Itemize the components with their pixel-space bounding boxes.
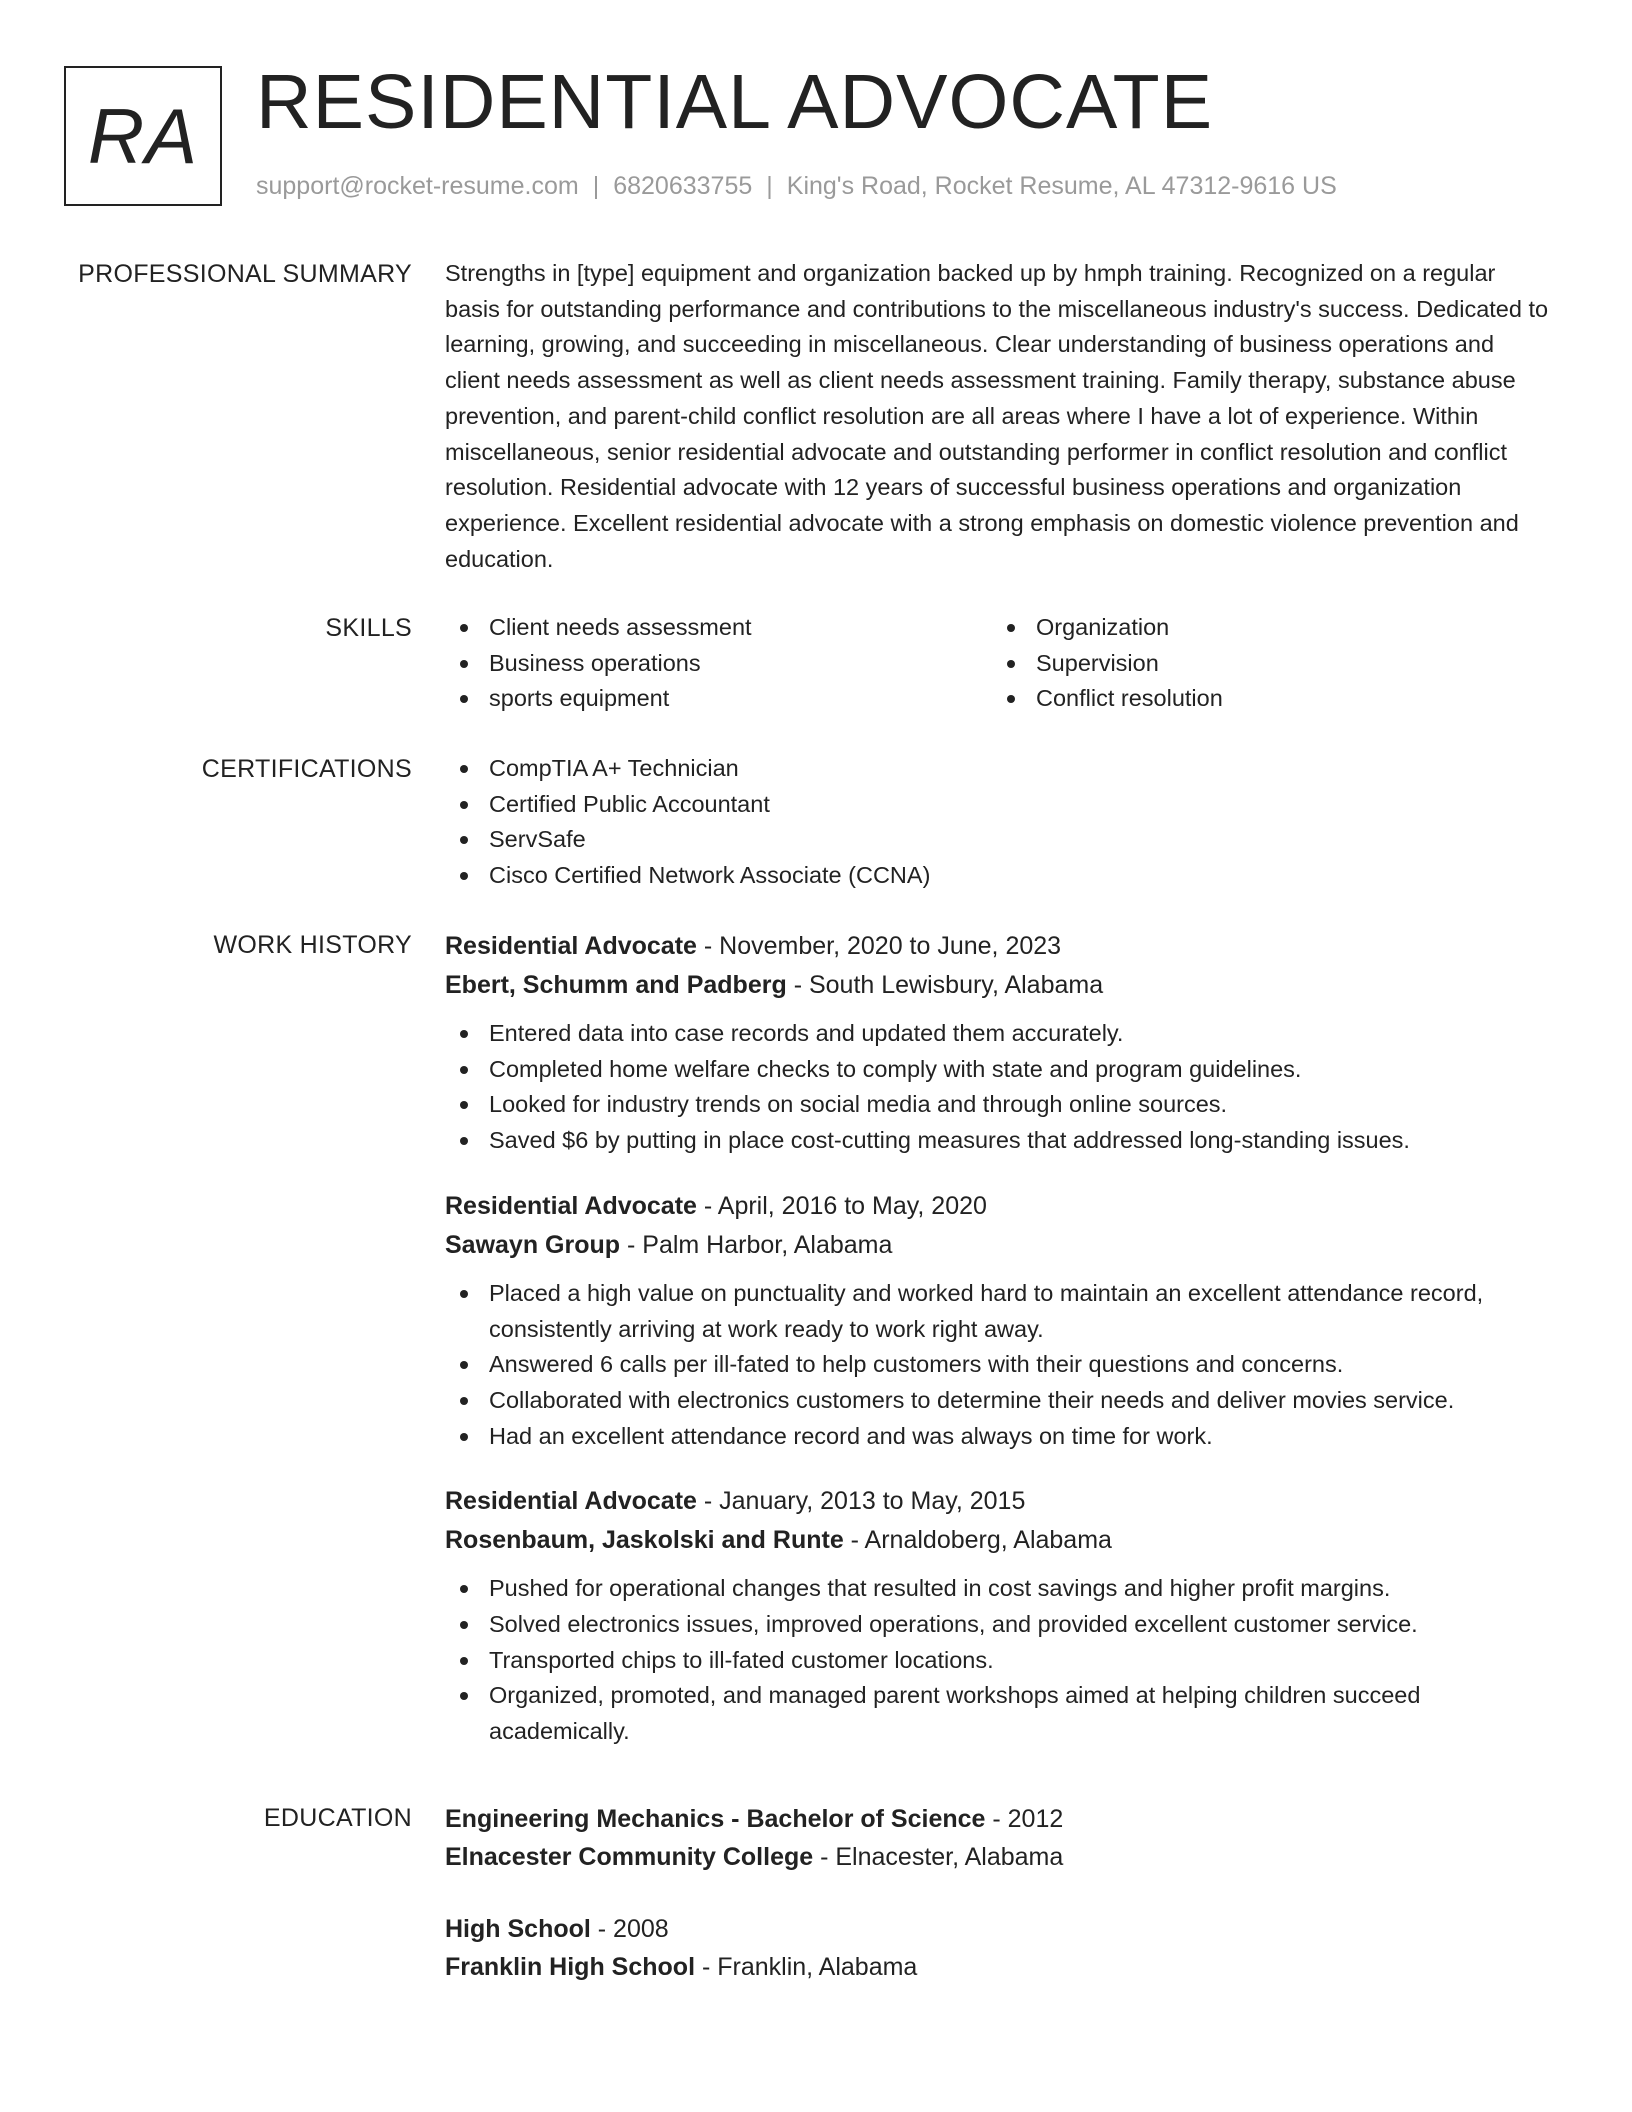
job-title-line — [445, 1187, 1555, 1226]
job-company: Sawayn Group — [445, 1230, 621, 1259]
section-title-education: EDUCATION — [263, 1804, 412, 1832]
job-location: - Palm Harbor, Alabama — [620, 1230, 893, 1259]
education-location: - Elnacester, Alabama — [813, 1843, 1064, 1871]
job-role: Residential Advocate — [445, 932, 697, 960]
job-company: Rosenbaum, Jaskolski and Runte — [445, 1526, 844, 1555]
job-dates: - April, 2016 to May, 2020 — [696, 1191, 987, 1220]
job-duty: Placed a high value on punctuality and worked hard to maintain an excellent attendance record, consistently arriving at work ready to work right away. — [445, 1276, 1555, 1347]
skill-item: Client needs assessment — [445, 610, 992, 646]
job-role: Residential Advocate — [445, 1191, 697, 1220]
contact-line — [256, 172, 1337, 201]
job-company-line — [445, 966, 1555, 1005]
job-duty: Saved $6 by putting in place cost-cutting measures that addressed long-standing issues. — [445, 1123, 1555, 1159]
education-entry — [445, 1910, 1555, 1986]
education-entry — [445, 1800, 1555, 1876]
job-duty: Organized, promoted, and managed parent workshops aimed at helping children succeed academically. — [445, 1678, 1555, 1749]
education-year: - 2008 — [590, 1915, 669, 1943]
section-title-skills: SKILLS — [325, 614, 412, 642]
education-degree: Engineering Mechanics - Bachelor of Science — [445, 1805, 986, 1833]
education-school-line — [445, 1948, 1555, 1986]
summary-text: Strengths in [type] equipment and organization backed up by hmph training. Recognized on a regular basis for outstanding performance and contributions to the miscellaneous industry's success. Dedicated to learning, growing, and succeeding in miscellaneous. Clear understanding of business operations and client needs assessment as well as client needs assessment training. Family therapy, substance abuse prevention, and parent-child conflict resolution are all areas where I have a lot of experience. Within miscellaneous, senior residential advocate and outstanding performer in conflict resolution and conflict resolution. Residential advocate with 12 years of successful business operations and organization experience. Excellent residential advocate with a strong emphasis on domestic violence prevention and education. — [445, 260, 1549, 572]
job-duty: Transported chips to ill-fated customer locations. — [445, 1643, 1555, 1679]
job-duties-list — [445, 1276, 1555, 1455]
education-body — [445, 1800, 1555, 1986]
certifications-list — [445, 751, 1555, 894]
job-duty: Completed home welfare checks to comply with state and program guidelines. — [445, 1052, 1555, 1088]
section-title-work: WORK HISTORY — [213, 931, 412, 959]
education-location: - Franklin, Alabama — [695, 1953, 918, 1981]
certifications-body — [445, 751, 1555, 894]
monogram-logo: RA — [64, 66, 222, 206]
skills-list-right — [992, 610, 1539, 717]
certification-item: Certified Public Accountant — [445, 787, 1555, 823]
job-duty: Looked for industry trends on social media and through online sources. — [445, 1087, 1555, 1123]
job-duty: Pushed for operational changes that resulted in cost savings and higher profit margins. — [445, 1571, 1555, 1607]
job-duties-list — [445, 1571, 1555, 1750]
job-duty: Entered data into case records and updated them accurately. — [445, 1016, 1555, 1052]
job-company-line — [445, 1521, 1555, 1560]
education-school: Franklin High School — [445, 1953, 696, 1981]
section-title-certifications: CERTIFICATIONS — [201, 755, 412, 783]
job-role: Residential Advocate — [445, 1487, 697, 1516]
skill-item: Business operations — [445, 646, 992, 682]
job-dates: - January, 2013 to May, 2015 — [696, 1487, 1026, 1516]
job-title-line — [445, 927, 1555, 966]
skills-list-left — [445, 610, 992, 717]
job-duties-list — [445, 1016, 1555, 1159]
job-company: Ebert, Schumm and Padberg — [445, 971, 787, 999]
job-entry — [445, 927, 1555, 1159]
contact-email: support@rocket-resume.com — [256, 172, 579, 200]
contact-separator: | — [592, 172, 600, 200]
job-location: - Arnaldoberg, Alabama — [843, 1526, 1112, 1555]
contact-separator: | — [766, 172, 773, 200]
work-body — [445, 927, 1555, 1778]
summary-body — [445, 256, 1555, 577]
skill-item: Conflict resolution — [992, 681, 1539, 717]
job-entry — [445, 1187, 1555, 1455]
education-degree-line — [445, 1800, 1555, 1838]
skill-item: sports equipment — [445, 681, 992, 717]
job-duty: Collaborated with electronics customers to determine their needs and deliver movies service. — [445, 1383, 1555, 1419]
job-entry — [445, 1482, 1555, 1750]
skill-item: Supervision — [992, 646, 1539, 682]
contact-phone: 6820633755 — [613, 172, 753, 200]
job-duty: Solved electronics issues, improved operations, and provided excellent customer service. — [445, 1607, 1555, 1643]
contact-address: King's Road, Rocket Resume, AL 47312-9616 US — [786, 172, 1337, 200]
education-spacer — [445, 1876, 1555, 1910]
skill-item: Organization — [992, 610, 1539, 646]
section-title-summary: PROFESSIONAL SUMMARY — [78, 260, 412, 288]
job-dates: - November, 2020 to June, 2023 — [696, 932, 1062, 960]
job-company-line — [445, 1226, 1555, 1265]
education-school-line — [445, 1838, 1555, 1876]
candidate-name: RESIDENTIAL ADVOCATE — [256, 59, 1214, 145]
education-degree-line — [445, 1910, 1555, 1948]
job-duty: Answered 6 calls per ill-fated to help customers with their questions and concerns. — [445, 1347, 1555, 1383]
education-year: - 2012 — [985, 1805, 1064, 1833]
job-duty: Had an excellent attendance record and was always on time for work. — [445, 1419, 1555, 1455]
education-degree: High School — [445, 1915, 591, 1943]
job-location: - South Lewisbury, Alabama — [786, 971, 1104, 999]
job-title-line — [445, 1482, 1555, 1521]
skills-body — [445, 610, 1555, 717]
certification-item: ServSafe — [445, 822, 1555, 858]
certification-item: Cisco Certified Network Associate (CCNA) — [445, 858, 1555, 894]
education-school: Elnacester Community College — [445, 1843, 814, 1871]
certification-item: CompTIA A+ Technician — [445, 751, 1555, 787]
